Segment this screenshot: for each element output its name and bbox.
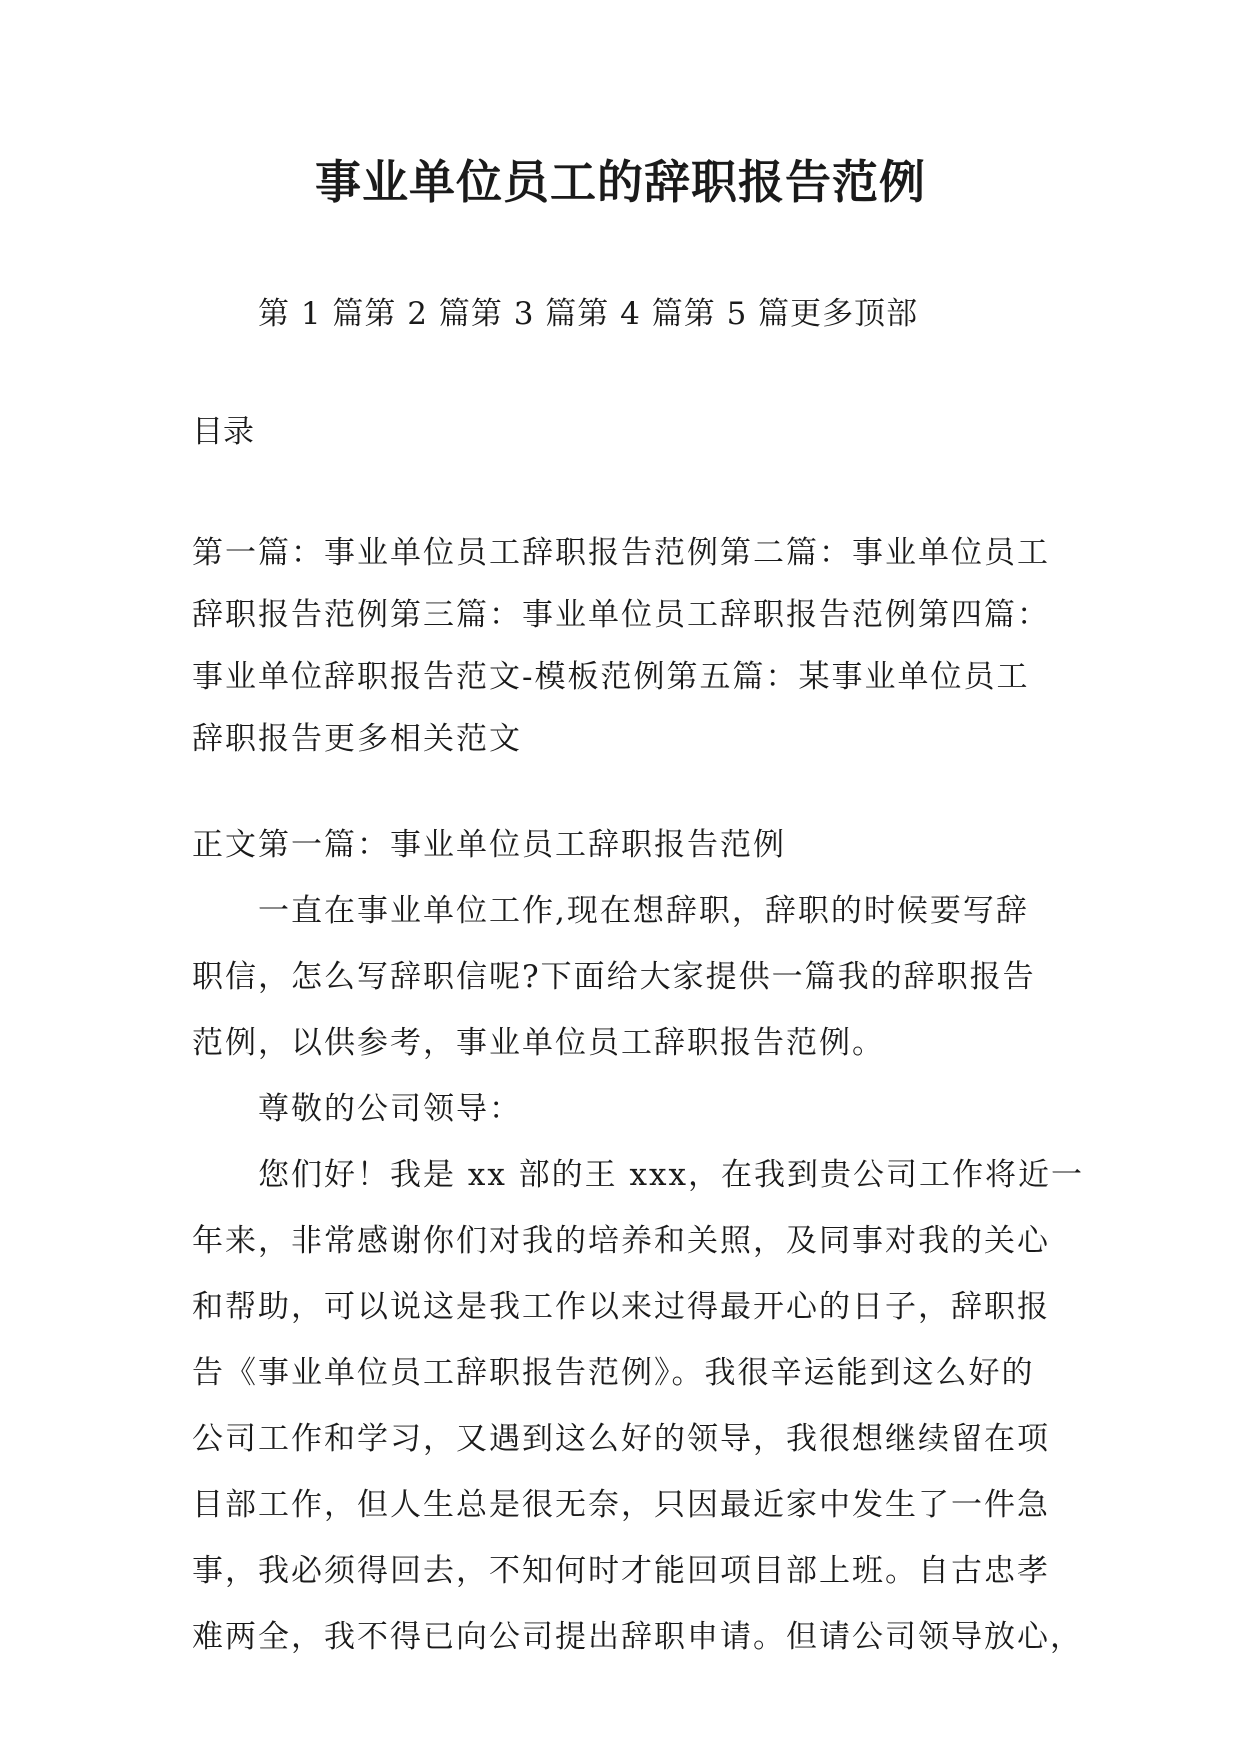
paragraph-line: 范例，以供参考，事业单位员工辞职报告范例。 bbox=[192, 1025, 885, 1061]
paragraph-line: 一直在事业单位工作,现在想辞职，辞职的时候要写辞 bbox=[258, 893, 1029, 929]
toc-line: 第一篇：事业单位员工辞职报告范例第二篇：事业单位员工 bbox=[192, 535, 1050, 571]
chapter-nav-line: 第 1 篇第 2 篇第 3 篇第 4 篇第 5 篇更多顶部 bbox=[258, 296, 919, 332]
paragraph-line: 告《事业单位员工辞职报告范例》。我很辛运能到这么好的 bbox=[192, 1355, 1035, 1391]
section-heading: 正文第一篇：事业单位员工辞职报告范例 bbox=[192, 827, 786, 863]
toc-line: 辞职报告范例第三篇：事业单位员工辞职报告范例第四篇： bbox=[192, 597, 1050, 633]
paragraph-line: 和帮助，可以说这是我工作以来过得最开心的日子，辞职报 bbox=[192, 1289, 1050, 1325]
paragraph-line: 目部工作，但人生总是很无奈，只因最近家中发生了一件急 bbox=[192, 1487, 1050, 1523]
paragraph-line: 年来，非常感谢你们对我的培养和关照，及同事对我的关心 bbox=[192, 1223, 1050, 1259]
paragraph-line: 难两全，我不得已向公司提出辞职申请。但请公司领导放心， bbox=[192, 1619, 1083, 1655]
toc-list bbox=[192, 522, 1052, 770]
salutation: 尊敬的公司领导： bbox=[258, 1091, 522, 1127]
document-title: 事业单位员工的辞职报告范例 bbox=[315, 155, 926, 209]
toc-line: 辞职报告更多相关范文 bbox=[192, 721, 522, 757]
body-text bbox=[192, 812, 1084, 1670]
toc-heading: 目录 bbox=[192, 414, 254, 450]
paragraph-line: 公司工作和学习，又遇到这么好的领导，我很想继续留在项 bbox=[192, 1421, 1050, 1457]
paragraph-line: 事，我必须得回去，不知何时才能回项目部上班。自古忠孝 bbox=[192, 1553, 1050, 1589]
paragraph-line: 职信，怎么写辞职信呢?下面给大家提供一篇我的辞职报告 bbox=[192, 959, 1036, 995]
toc-line: 事业单位辞职报告范文-模板范例第五篇：某事业单位员工 bbox=[192, 659, 1030, 695]
paragraph-line: 您们好！我是 xx 部的王 xxx，在我到贵公司工作将近一 bbox=[258, 1157, 1084, 1193]
